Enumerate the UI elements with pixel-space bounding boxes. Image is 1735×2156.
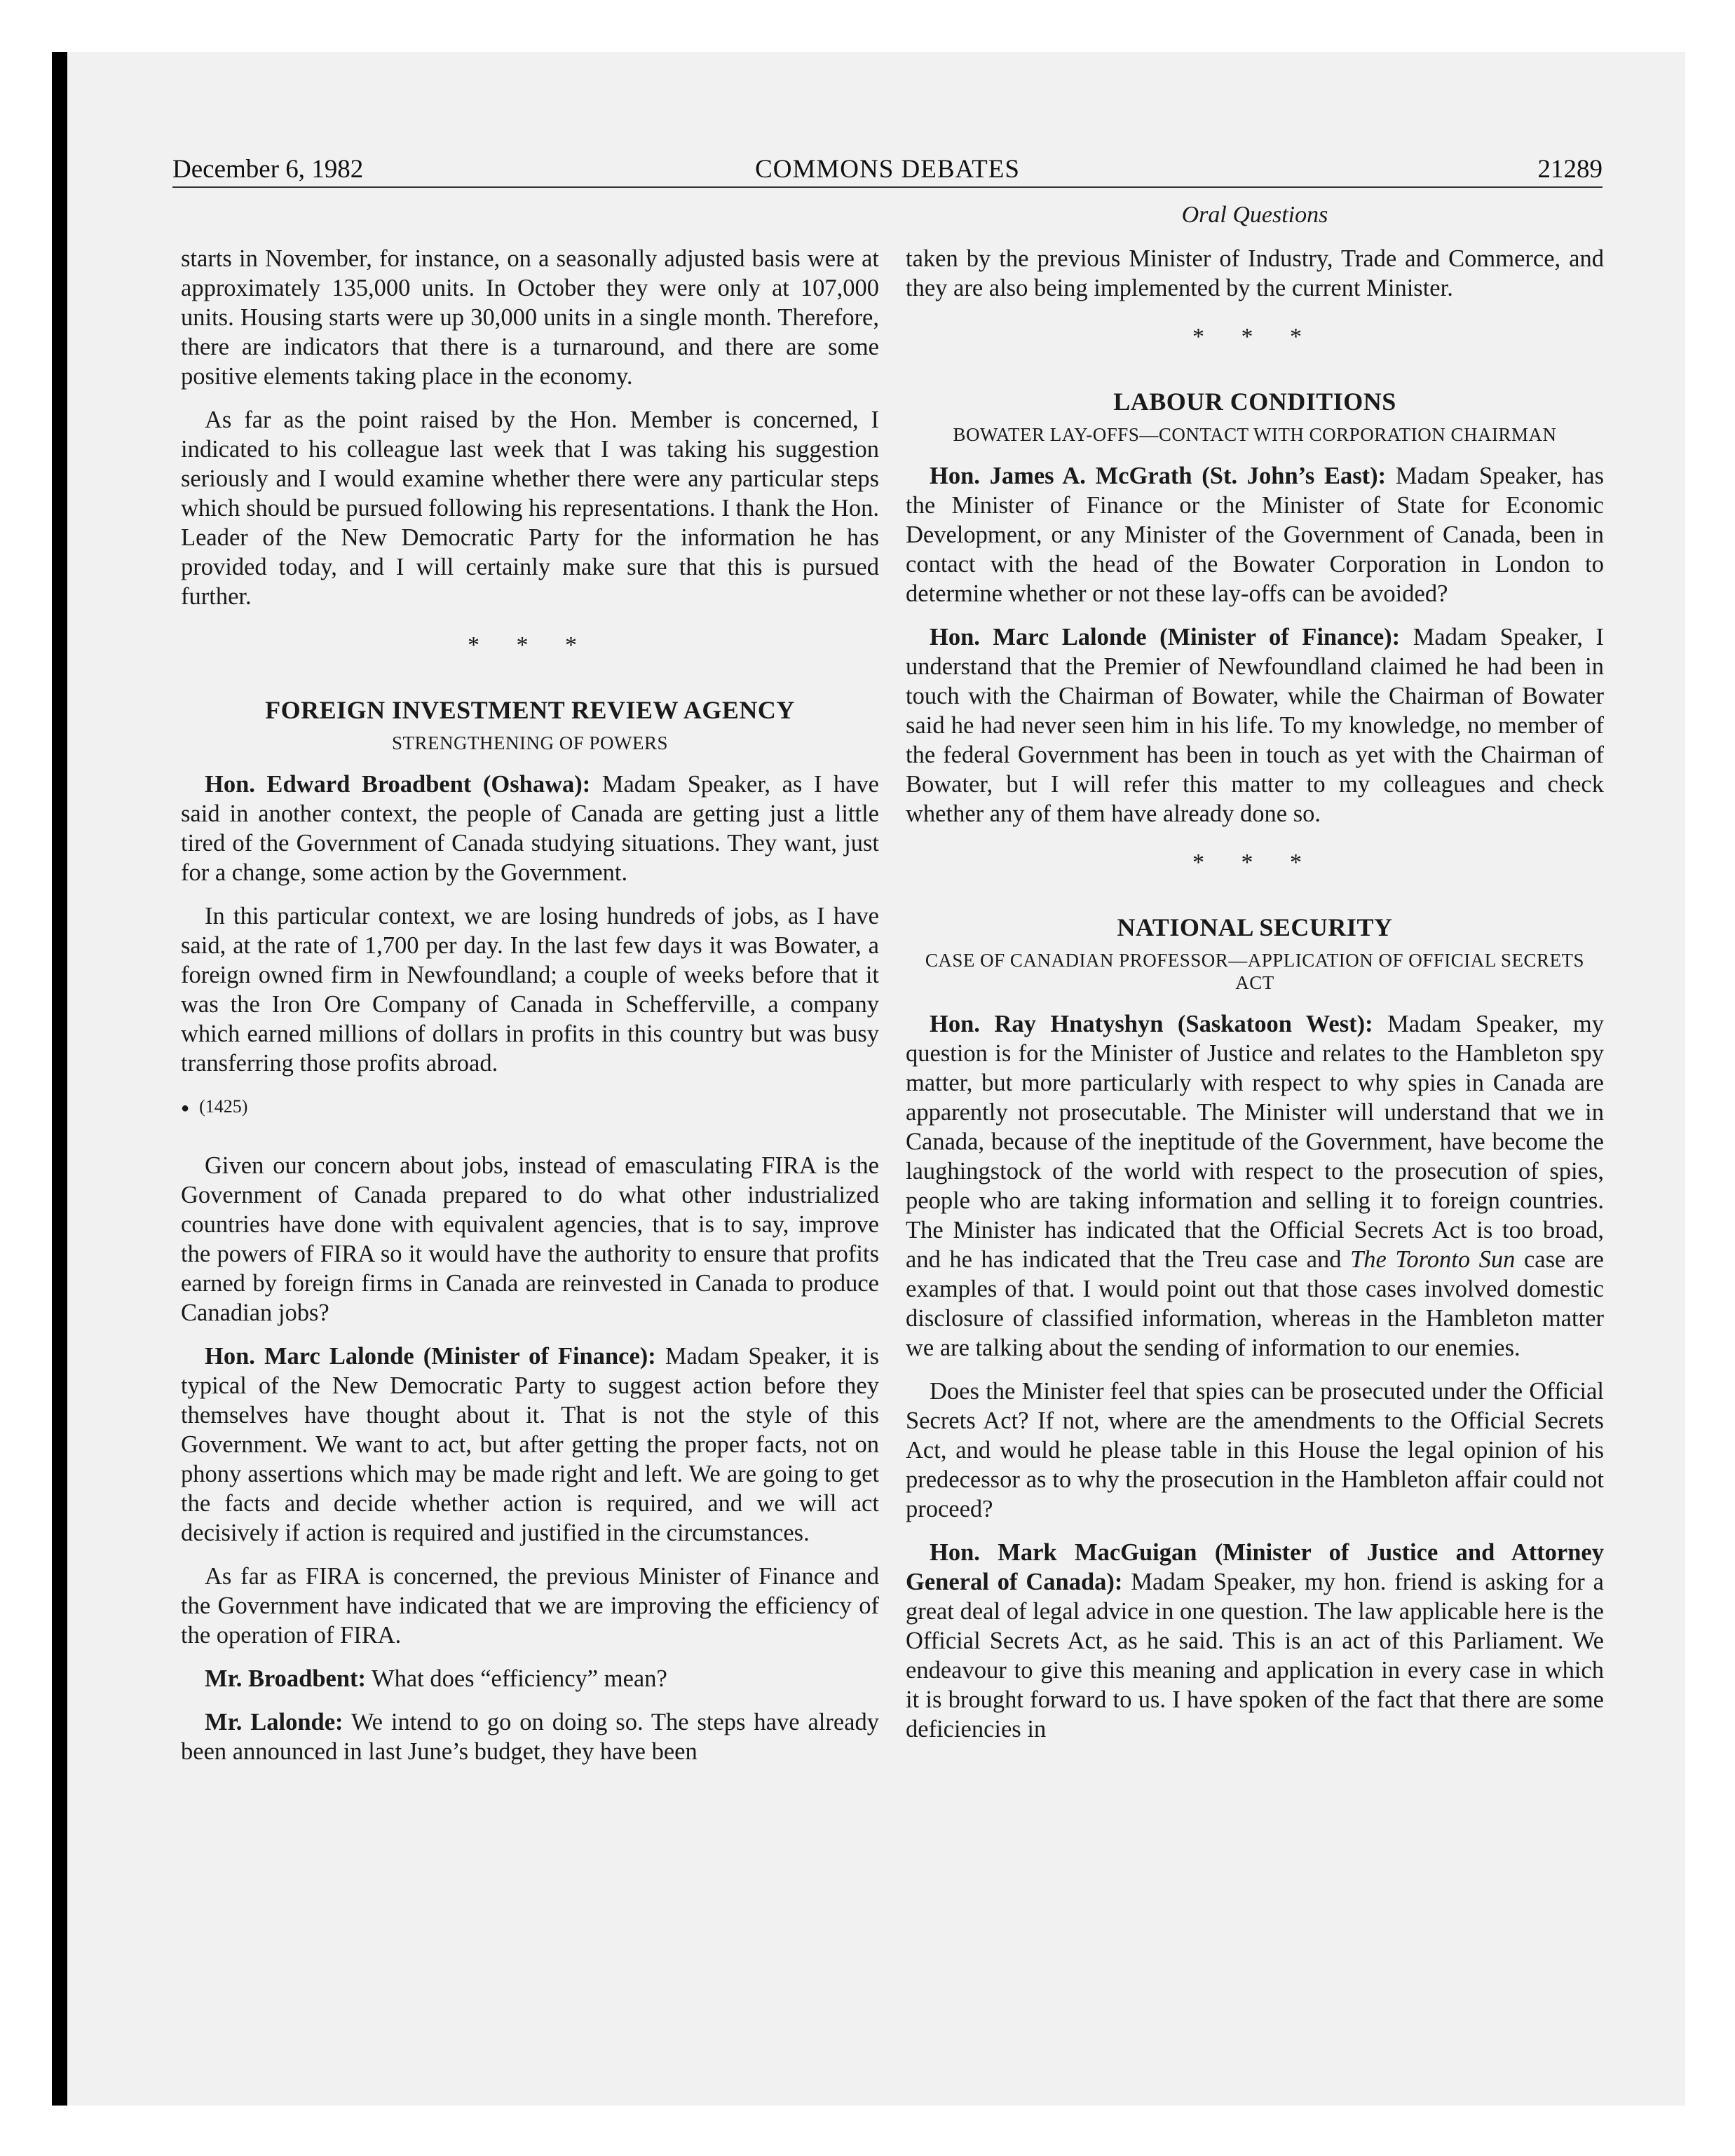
paragraph: In this particular context, we are losing hundreds of jobs, as I have said, at the rate of 1,700 per day. In the last few days it was Bowater, a foreign owned firm in Newfoundland; a couple of weeks before that it was the Iron Ore Company of Canada in Schefferville, a company which earned millions of dollars in profits in this country but was busy transferring those profits abroad. <box>181 903 879 1077</box>
speech-text: Madam Speaker, I understand that the Premier of Newfoundland claimed he had been in touch with the Chairman of Bowater, while the Chairman of Bowater said he had never seen him in his life. To my knowledge, no member of the federal Government has been in touch as yet with the Chairman of Bowater, but I will refer this matter to my colleagues and check whether any of them have already done so. <box>906 624 1605 827</box>
paragraph: As far as FIRA is concerned, the previous Minister of Finance and the Government have indicated that we are improving the efficiency of the operation of FIRA. <box>181 1563 879 1649</box>
section-separator: * * * <box>1192 850 1317 875</box>
header-rule <box>172 186 1603 188</box>
speech-text: Madam Speaker, it is typical of the New Democratic Party to suggest action before they themselves have thought about it. That is not the style of this Government. We want to act, but after getting the proper facts, not on phony assertions which may be made right and left. We are going to get the facts and decide whether action is required, and we will act decisively if action is required and justified in the circumstances. <box>181 1343 879 1547</box>
left-column <box>181 244 879 1780</box>
paragraph: As far as the point raised by the Hon. Member is concerned, I indicated to his colleague last week that I was taking his suggestion seriously and I would examine whether there were any particular steps which should be pursued following his representations. I thank the Hon. Leader of the New Democratic Party for the information he has provided today, and I will certainly make sure that this is pursued further. <box>181 407 879 610</box>
header-date: December 6, 1982 <box>172 155 364 184</box>
bullet-icon: ● <box>181 1100 190 1117</box>
timestamp-text: (1425) <box>199 1096 248 1117</box>
speech-text: Madam Speaker, has the Minister of Finance or the Minister of State for Economic Development, or any Minister of the Government of Canada, been in contact with the head of the Bowater Corporation in London to determine whether or not these lay-offs can be avoided? <box>906 463 1605 607</box>
speaker-name: Hon. Ray Hnatyshyn (Saskatoon West): <box>930 1011 1373 1037</box>
speaker-name: Hon. Mark MacGuigan (Minister of Justice and Attorney General of Canada): <box>906 1539 1604 1595</box>
speaker-name: Hon. James A. McGrath (St. John’s East): <box>930 463 1387 489</box>
section-heading: NATIONAL SECURITY <box>1117 913 1393 941</box>
paragraph <box>906 1009 1604 1363</box>
right-column <box>906 244 1604 1758</box>
paragraph <box>906 1538 1604 1744</box>
paragraph: Does the Minister feel that spies can be prosecuted under the Official Secrets Act? If not, where are the amendments to the Official Secrets Act, and would he please table in this House the legal opinion of his predecessor as to why the prosecution in the Hambleton affair could not proceed? <box>906 1378 1604 1522</box>
speech-text: What does “efficiency” mean? <box>366 1665 667 1693</box>
section-heading: LABOUR CONDITIONS <box>1113 388 1396 416</box>
timestamp <box>181 1092 879 1123</box>
speech-text: We intend to go on doing so. The steps have already been announced in last June’s budget, they have been <box>181 1709 879 1766</box>
speaker-name: Hon. Marc Lalonde (Minister of Finance): <box>930 624 1401 650</box>
header-page-number: 21289 <box>1537 155 1603 184</box>
speech-text: case are examples of that. I would point out that those cases involved domestic disclosure of classified information, whereas in the Hambleton matter we are talking about the sending of information to our enemies. <box>906 1246 1604 1361</box>
paragraph: starts in November, for instance, on a seasonally adjusted basis were at approximately 135,000 units. In October they were only at 107,000 units. Housing starts were up 30,000 units in a single month. Therefore, there are indicators that there is a turnaround, and there are some positive elements taking place in the economy. <box>181 245 879 390</box>
paragraph <box>181 1707 879 1766</box>
paragraph <box>181 770 879 887</box>
speaker-name: Hon. Marc Lalonde (Minister of Finance): <box>205 1343 656 1370</box>
speaker-name: Hon. Edward Broadbent (Oshawa): <box>205 771 591 798</box>
paragraph <box>906 622 1604 828</box>
speech-text: Madam Speaker, as I have said in another context, the people of Canada are getting just a little tired of the Government of Canada studying situations. They want, just for a change, some action by the Government. <box>181 771 879 886</box>
section-heading: FOREIGN INVESTMENT REVIEW AGENCY <box>265 696 795 724</box>
paragraph: Given our concern about jobs, instead of emasculating FIRA is the Government of Canada prepared to do what other industrialized countries have done with equivalent agencies, that is to say, improve the powers of FIRA so it would have the authority to ensure that profits earned by foreign firms in Canada are reinvested in Canada to produce Canadian jobs? <box>181 1152 879 1327</box>
section-subheading: STRENGTHENING OF POWERS <box>391 732 668 753</box>
newspaper-title: The Toronto Sun <box>1350 1246 1516 1273</box>
paragraph <box>181 1664 879 1693</box>
paragraph <box>906 461 1604 608</box>
speaker-name: Mr. Broadbent: <box>205 1665 367 1693</box>
scan-edge-bar <box>52 52 67 2106</box>
header-publication: COMMONS DEBATES <box>755 155 1020 184</box>
section-subheading: BOWATER LAY-OFFS—CONTACT WITH CORPORATION CHAIRMAN <box>953 424 1557 445</box>
speech-text: Madam Speaker, my hon. friend is asking for a great deal of legal advice in one question. The law applicable here is the Official Secrets Act, as he said. This is an act of this Parliament. We endeavour to give this meaning and application in every case in which it is brought forward to us. I have spoken of the fact that there are some deficiencies in <box>906 1569 1604 1742</box>
speaker-name: Mr. Lalonde: <box>205 1709 343 1736</box>
section-separator: * * * <box>468 632 592 658</box>
page-header <box>172 147 1603 189</box>
section-separator: * * * <box>1192 324 1317 350</box>
section-label: Oral Questions <box>1181 202 1328 228</box>
speech-text: Madam Speaker, my question is for the Minister of Justice and relates to the Hambleton spy matter, but more particularly with respect to why spies in Canada are apparently not prosecutable. The Minister will understand that we in Canada, because of the ineptitude of the Government, have become the laughingstock of the world with respect to the prosecution of spies, people who are taking information and selling it to foreign countries. The Minister has indicated that the Official Secrets Act is too broad, and he has indicated that the Treu case and <box>906 1011 1604 1273</box>
section-subheading: CASE OF CANADIAN PROFESSOR—APPLICATION OF OFFICIAL SECRETS ACT <box>925 950 1585 993</box>
paragraph: taken by the previous Minister of Industry, Trade and Commerce, and they are also being implemented by the current Minister. <box>906 245 1604 301</box>
paragraph <box>181 1342 879 1548</box>
